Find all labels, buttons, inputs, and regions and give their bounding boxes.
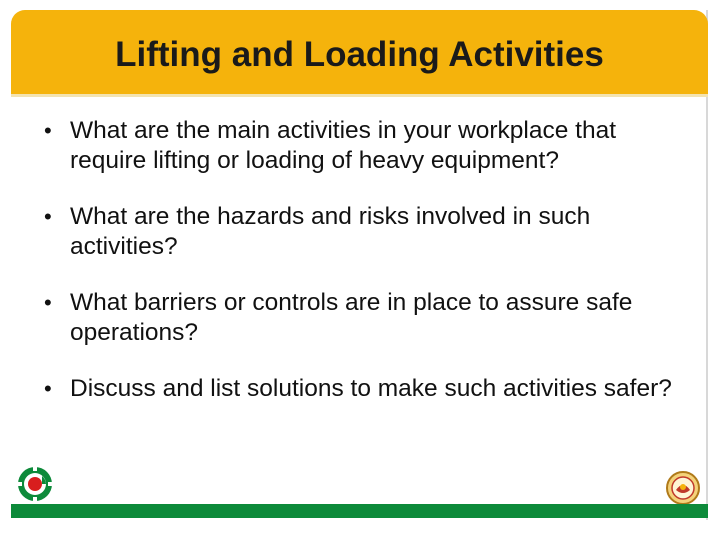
seal-emblem-icon — [664, 470, 702, 506]
bullet-text: What are the hazards and risks involved in such activities? — [70, 203, 591, 260]
title-bar — [11, 10, 708, 97]
slide-title: Lifting and Loading Activities — [115, 35, 604, 74]
bullet-marker: • — [44, 118, 52, 143]
bullet-item — [44, 374, 684, 404]
green-gear-logo-icon — [14, 464, 56, 504]
bullet-item — [44, 202, 684, 262]
bullet-marker: • — [44, 376, 52, 401]
bullet-text: Discuss and list solutions to make such activities safer? — [70, 375, 672, 402]
bullet-marker: • — [44, 290, 52, 315]
bottom-bar — [11, 504, 708, 518]
bullet-marker: • — [44, 204, 52, 229]
bullet-list — [44, 116, 684, 430]
bullet-item — [44, 288, 684, 348]
bullet-text: What barriers or controls are in place to assure safe operations? — [70, 289, 633, 346]
bullet-text: What are the main activities in your workplace that require lifting or loading of heavy equipment? — [70, 117, 617, 174]
bullet-item — [44, 116, 684, 176]
